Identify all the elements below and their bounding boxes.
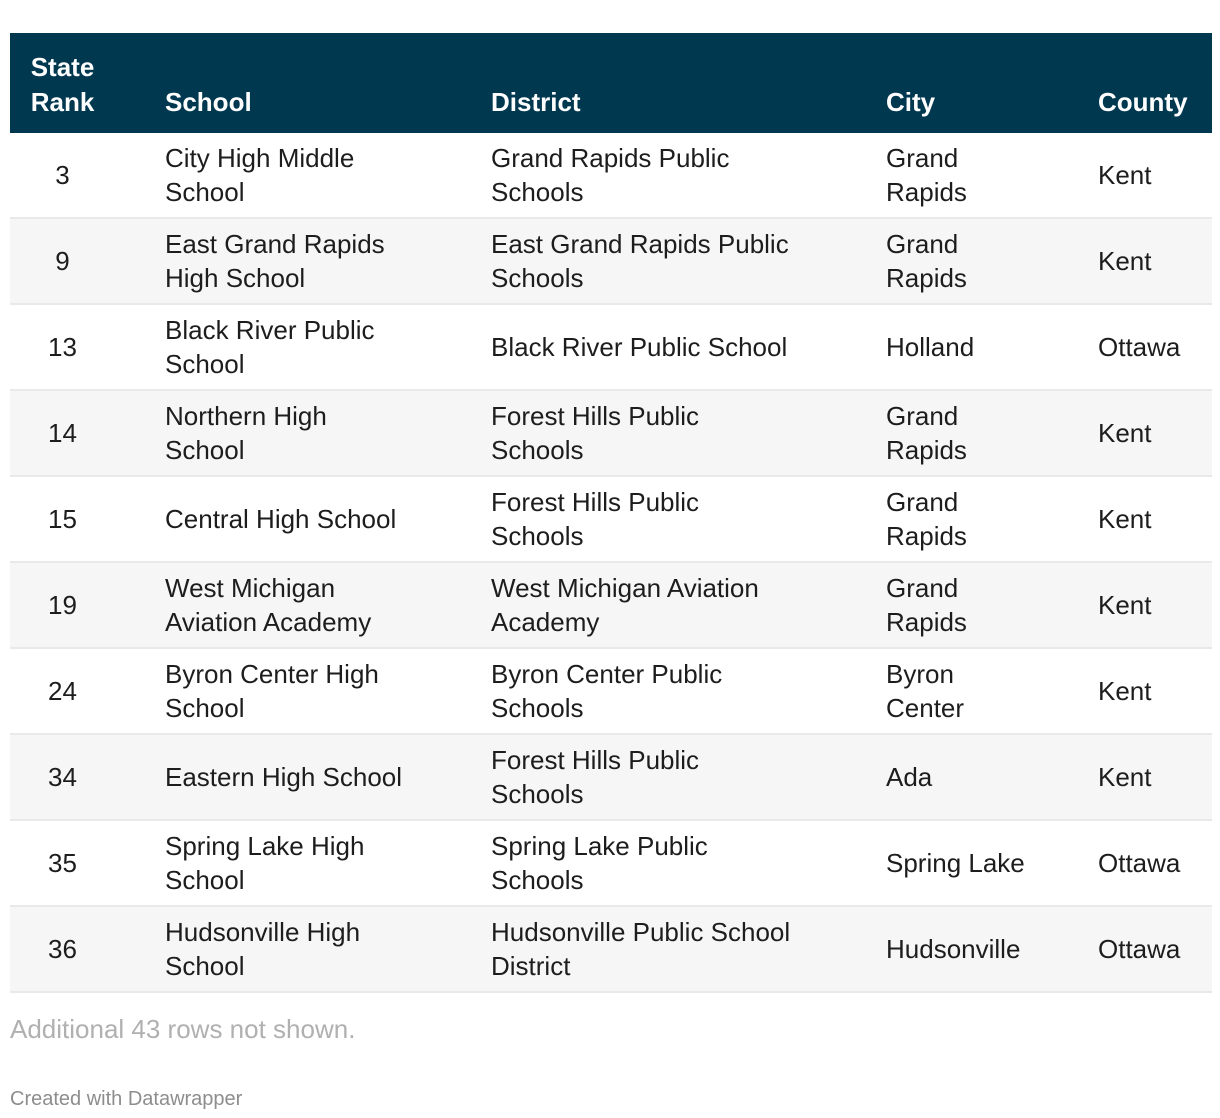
cell-rank: 35 (10, 820, 115, 906)
cell-school: Byron Center High School (115, 648, 491, 734)
rows-not-shown-note: Additional 43 rows not shown. (10, 1014, 356, 1044)
table-header-row (10, 33, 1212, 133)
cell-rank: 36 (10, 906, 115, 992)
cell-county: Ottawa (1098, 820, 1212, 906)
col-header-state-rank: State Rank (10, 33, 115, 133)
cell-school: Black River Public School (115, 304, 491, 390)
cell-rank: 9 (10, 218, 115, 304)
col-header-school: School (115, 33, 491, 133)
table-row (10, 906, 1212, 992)
cell-school: Central High School (115, 476, 491, 562)
cell-rank: 15 (10, 476, 115, 562)
cell-city: Holland (886, 304, 1098, 390)
table-row (10, 304, 1212, 390)
table-row (10, 390, 1212, 476)
table-row (10, 562, 1212, 648)
cell-county: Kent (1098, 133, 1212, 218)
table-header (10, 33, 1212, 133)
cell-city: Spring Lake (886, 820, 1098, 906)
table-row (10, 820, 1212, 906)
cell-city: Grand Rapids (886, 133, 1098, 218)
cell-district: Grand Rapids Public Schools (491, 133, 886, 218)
cell-district: Forest Hills Public Schools (491, 390, 886, 476)
cell-school: Hudsonville High School (115, 906, 491, 992)
cell-county: Kent (1098, 648, 1212, 734)
cell-district: Byron Center Public Schools (491, 648, 886, 734)
cell-rank: 3 (10, 133, 115, 218)
table-body (10, 133, 1212, 992)
table-row (10, 734, 1212, 820)
cell-county: Kent (1098, 218, 1212, 304)
cell-rank: 19 (10, 562, 115, 648)
cell-city: Ada (886, 734, 1098, 820)
cell-city: Grand Rapids (886, 562, 1098, 648)
col-header-county: County (1098, 33, 1212, 133)
col-header-city: City (886, 33, 1098, 133)
cell-county: Kent (1098, 734, 1212, 820)
cell-city: Grand Rapids (886, 218, 1098, 304)
table-row (10, 476, 1212, 562)
cell-school: City High Middle School (115, 133, 491, 218)
cell-county: Kent (1098, 390, 1212, 476)
cell-rank: 14 (10, 390, 115, 476)
col-header-district: District (491, 33, 886, 133)
cell-county: Kent (1098, 476, 1212, 562)
cell-district: Hudsonville Public School District (491, 906, 886, 992)
cell-city: Byron Center (886, 648, 1098, 734)
cell-rank: 24 (10, 648, 115, 734)
cell-rank: 13 (10, 304, 115, 390)
cell-rank: 34 (10, 734, 115, 820)
cell-city: Grand Rapids (886, 390, 1098, 476)
cell-school: East Grand Rapids High School (115, 218, 491, 304)
cell-district: Spring Lake Public Schools (491, 820, 886, 906)
datawrapper-attribution-link[interactable]: Created with Datawrapper (10, 1088, 243, 1110)
table-row (10, 648, 1212, 734)
cell-school: Eastern High School (115, 734, 491, 820)
cell-school: Northern High School (115, 390, 491, 476)
cell-school: West Michigan Aviation Academy (115, 562, 491, 648)
cell-district: Forest Hills Public Schools (491, 734, 886, 820)
cell-county: Ottawa (1098, 906, 1212, 992)
cell-district: Forest Hills Public Schools (491, 476, 886, 562)
table-row (10, 218, 1212, 304)
cell-school: Spring Lake High School (115, 820, 491, 906)
cell-city: Hudsonville (886, 906, 1098, 992)
cell-district: East Grand Rapids Public Schools (491, 218, 886, 304)
cell-district: West Michigan Aviation Academy (491, 562, 886, 648)
cell-city: Grand Rapids (886, 476, 1098, 562)
cell-county: Kent (1098, 562, 1212, 648)
cell-county: Ottawa (1098, 304, 1212, 390)
cell-district: Black River Public School (491, 304, 886, 390)
schools-ranking-table (10, 33, 1212, 993)
table-row (10, 133, 1212, 218)
